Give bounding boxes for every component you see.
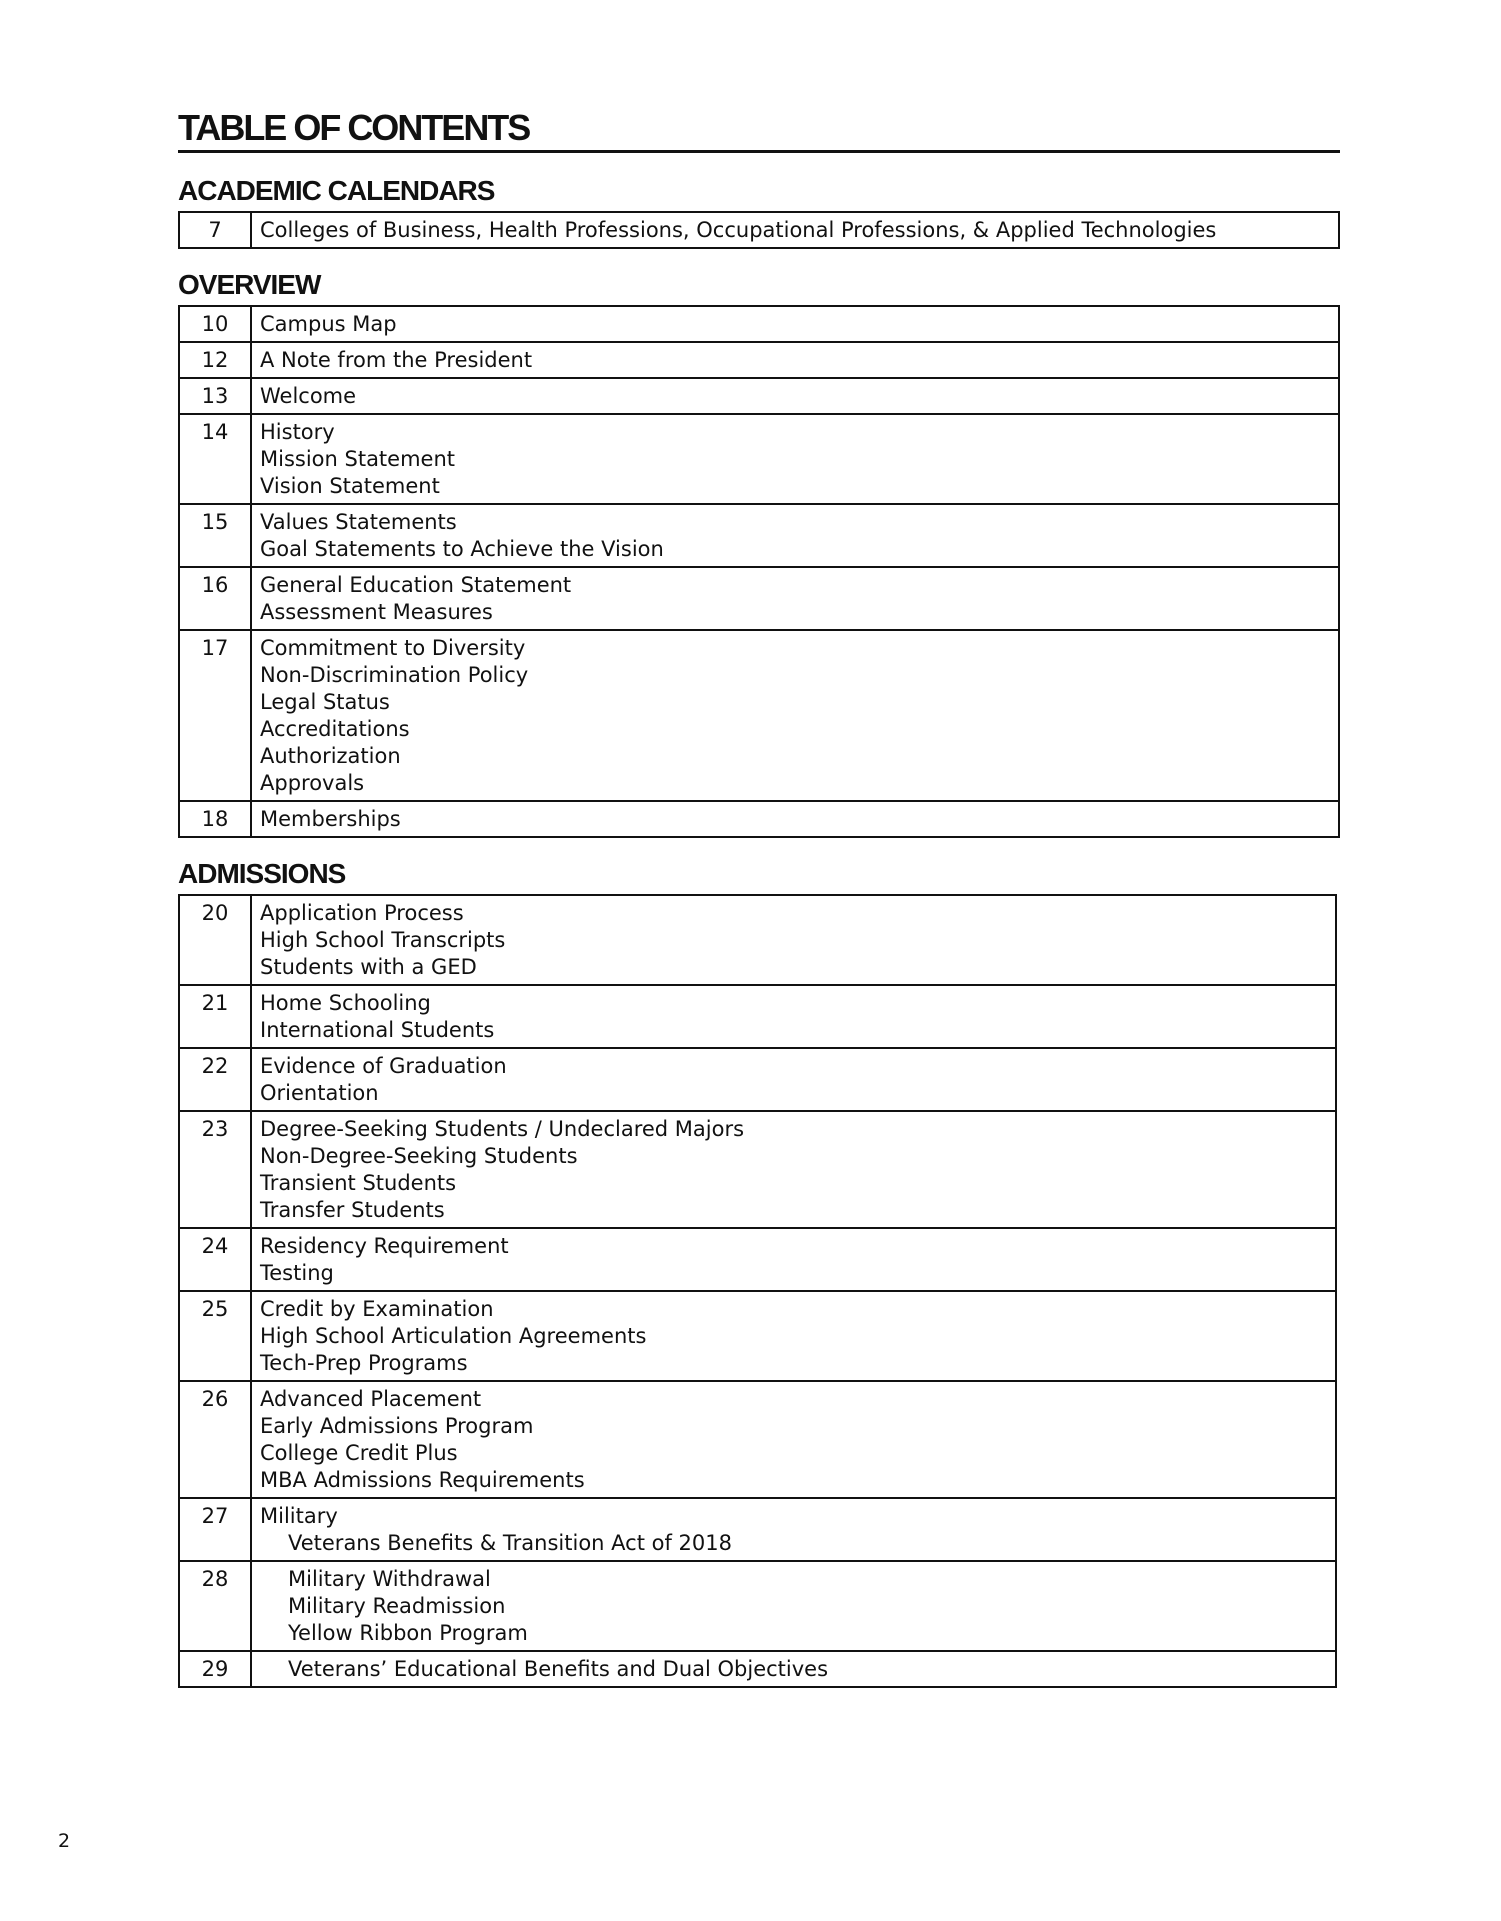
toc-entry: Students with a GED <box>260 955 477 979</box>
toc-entry: Tech-Prep Programs <box>260 1351 468 1375</box>
toc-page-number: 10 <box>179 306 251 342</box>
toc-row <box>179 1228 1336 1291</box>
toc-entry: Campus Map <box>260 312 397 336</box>
toc-row <box>179 1651 1336 1687</box>
toc-entry: Transfer Students <box>260 1198 445 1222</box>
toc-entry: Orientation <box>260 1081 379 1105</box>
toc-entries <box>251 895 1336 985</box>
toc-entry: Early Admissions Program <box>260 1414 534 1438</box>
toc-entries <box>251 1291 1336 1381</box>
toc-page-number: 15 <box>179 504 251 567</box>
toc-entry: Application Process <box>260 901 464 925</box>
toc-entry: High School Articulation Agreements <box>260 1324 647 1348</box>
toc-entry: Authorization <box>260 744 401 768</box>
toc-entries <box>251 1111 1336 1228</box>
toc-row <box>179 414 1339 504</box>
toc-page-number: 23 <box>179 1111 251 1228</box>
toc-entries <box>251 1561 1336 1651</box>
toc-entry: Colleges of Business, Health Professions, Occupational Professions, & Applied Technologies <box>260 218 1217 242</box>
toc-entry: Veterans Benefits & Transition Act of 2018 <box>288 1531 732 1555</box>
toc-entry: Commitment to Diversity <box>260 636 526 660</box>
toc-row <box>179 1291 1336 1381</box>
toc-page-number: 22 <box>179 1048 251 1111</box>
toc-entry: Military Readmission <box>288 1594 506 1618</box>
toc-entries <box>251 1651 1336 1687</box>
toc-entry: Degree-Seeking Students / Undeclared Majors <box>260 1117 745 1141</box>
toc-entries <box>251 985 1336 1048</box>
toc-entries <box>251 801 1339 837</box>
toc-entry: Evidence of Graduation <box>260 1054 507 1078</box>
toc-page-number: 12 <box>179 342 251 378</box>
toc-entries <box>251 414 1339 504</box>
toc-entries <box>251 1381 1336 1498</box>
toc-row <box>179 801 1339 837</box>
toc-entries <box>251 567 1339 630</box>
toc-row <box>179 1498 1336 1561</box>
toc-entries <box>251 1228 1336 1291</box>
toc-entry: Values Statements <box>260 510 457 534</box>
toc-entry: Mission Statement <box>260 447 456 471</box>
toc-entry: Testing <box>260 1261 334 1285</box>
toc-row <box>179 630 1339 801</box>
toc-entry: Memberships <box>260 807 401 831</box>
toc-page-number: 24 <box>179 1228 251 1291</box>
toc-page <box>178 108 1340 1688</box>
toc-entry: Transient Students <box>260 1171 457 1195</box>
toc-entry: Military <box>260 1504 338 1528</box>
toc-entry: College Credit Plus <box>260 1441 458 1465</box>
toc-entry: Accreditations <box>260 717 410 741</box>
toc-entry: Credit by Examination <box>260 1297 494 1321</box>
toc-entries <box>251 630 1339 801</box>
toc-entry: Legal Status <box>260 690 390 714</box>
toc-page-number: 14 <box>179 414 251 504</box>
toc-entries <box>251 504 1339 567</box>
toc-entries <box>251 378 1339 414</box>
toc-page-number: 25 <box>179 1291 251 1381</box>
toc-entries <box>251 1498 1336 1561</box>
toc-row <box>179 1561 1336 1651</box>
toc-page-number: 16 <box>179 567 251 630</box>
toc-entry: MBA Admissions Requirements <box>260 1468 585 1492</box>
footer-page-number: 2 <box>58 1830 71 1852</box>
toc-entry: International Students <box>260 1018 495 1042</box>
toc-row <box>179 1048 1336 1111</box>
toc-entry: Yellow Ribbon Program <box>288 1621 528 1645</box>
toc-entries <box>251 212 1339 248</box>
toc-entry: Residency Requirement <box>260 1234 509 1258</box>
toc-page-number: 7 <box>179 212 251 248</box>
toc-page-number: 17 <box>179 630 251 801</box>
toc-row <box>179 342 1339 378</box>
toc-page-number: 20 <box>179 895 251 985</box>
toc-row <box>179 895 1336 985</box>
toc-entry: Welcome <box>260 384 357 408</box>
toc-entries <box>251 342 1339 378</box>
page-title: TABLE OF CONTENTS <box>178 108 1340 153</box>
section-heading-academic-calendars: ACADEMIC CALENDARS <box>178 175 495 206</box>
toc-page-number: 27 <box>179 1498 251 1561</box>
toc-entry: Goal Statements to Achieve the Vision <box>260 537 664 561</box>
toc-row <box>179 1111 1336 1228</box>
section-heading-overview: OVERVIEW <box>178 269 321 300</box>
toc-entry: Vision Statement <box>260 474 440 498</box>
toc-entry: Advanced Placement <box>260 1387 482 1411</box>
toc-entry: Home Schooling <box>260 991 431 1015</box>
toc-entry: General Education Statement <box>260 573 572 597</box>
toc-page-number: 28 <box>179 1561 251 1651</box>
toc-row <box>179 504 1339 567</box>
toc-entry: High School Transcripts <box>260 928 506 952</box>
toc-row <box>179 212 1339 248</box>
toc-page-number: 29 <box>179 1651 251 1687</box>
toc-entry: Military Withdrawal <box>288 1567 491 1591</box>
toc-row <box>179 567 1339 630</box>
toc-table-overview <box>178 305 1340 838</box>
toc-page-number: 13 <box>179 378 251 414</box>
toc-page-number: 26 <box>179 1381 251 1498</box>
toc-row <box>179 985 1336 1048</box>
toc-entries <box>251 1048 1336 1111</box>
toc-table-academic-calendars <box>178 211 1340 249</box>
section-heading-admissions: ADMISSIONS <box>178 858 346 889</box>
toc-entries <box>251 306 1339 342</box>
toc-page-number: 18 <box>179 801 251 837</box>
toc-entry: Non-Discrimination Policy <box>260 663 529 687</box>
toc-entry: Assessment Measures <box>260 600 493 624</box>
toc-entry: Veterans’ Educational Benefits and Dual Objectives <box>288 1657 829 1681</box>
toc-row <box>179 306 1339 342</box>
toc-entry: A Note from the President <box>260 348 533 372</box>
toc-entry: Approvals <box>260 771 365 795</box>
toc-page-number: 21 <box>179 985 251 1048</box>
toc-entry: Non-Degree-Seeking Students <box>260 1144 578 1168</box>
toc-row <box>179 378 1339 414</box>
toc-entry: History <box>260 420 335 444</box>
toc-row <box>179 1381 1336 1498</box>
toc-table-admissions <box>178 894 1337 1688</box>
